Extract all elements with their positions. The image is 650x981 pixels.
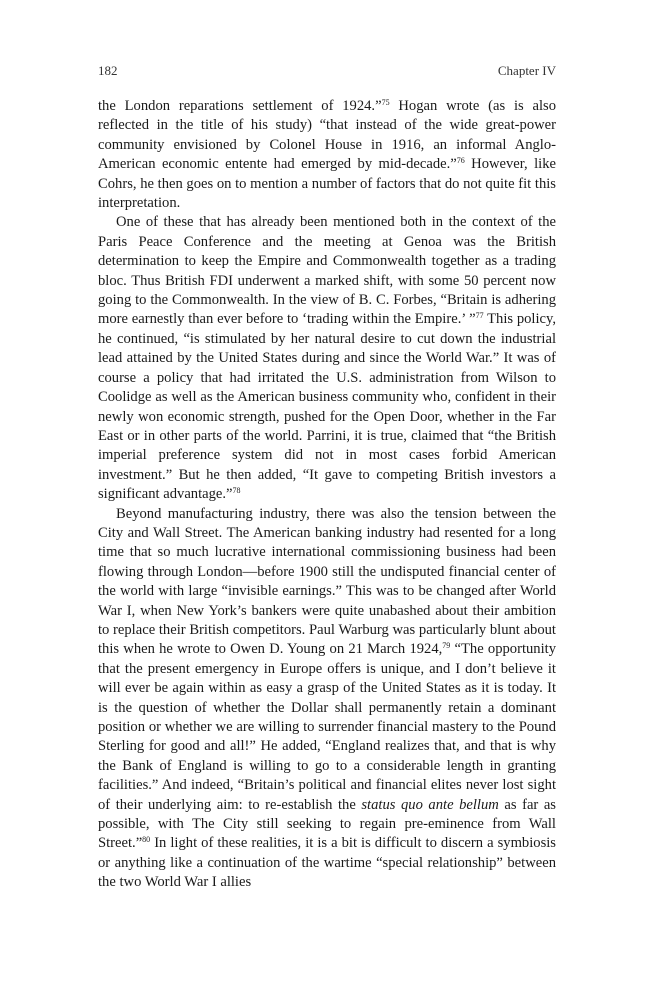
footnote-ref: 80 (142, 835, 151, 845)
text-run: the London reparations settlement of 1924.” (98, 98, 382, 114)
italic-phrase: status quo ante bellum (361, 796, 499, 813)
paragraph (98, 213, 556, 504)
footnote-ref: 79 (442, 641, 451, 651)
footnote-ref: 76 (456, 156, 465, 166)
book-page (98, 63, 556, 893)
running-head (98, 63, 556, 79)
footnote-ref: 78 (232, 486, 241, 496)
text-run: This policy, he continued, “is stimulated by her natural desire to cut down the industrial lead attained by the United States during and since the World War.” It was of course a policy that had irritated the U.S. administration from Wilson to Coolidge as well as the American business community who, confident in their newly won economic strength, pushed for the Open Door, whether in the Far East or in other parts of the world. Parrini, it is true, claimed that “the British imperial preference system did not in most cases forbid American investment.” But he then added, “It gave to competing British investors a significant advantage.” (98, 311, 557, 503)
paragraph (98, 505, 556, 893)
text-run: One of these that has already been mentioned both in the context of the Paris Peace Conference and the meeting at Genoa was the British determination to keep the Empire and Commonwealth together as a trading bloc. Thus British FDI underwent a marked shift, with some 50 percent now going to the Commonwealth. In the view of B. C. Forbes, “Britain is adhering more earnestly than ever before to ‘trading within the Empire.’ ” (98, 214, 556, 328)
text-run: as far as possible, with The City still seeking to regain pre-eminence from Wall Street.” (98, 796, 556, 852)
text-run: “The opportunity that the present emergency in Europe offers is unique, and I don’t believe it will ever be again within as easy a grasp of the United States as it is today. It is the question of whether the Dollar shall permanently retain a dominant position or whether we are willing to surrender financial mastery to the Pound Sterling for good and all!” He added, “England realizes that, and that is why the Bank of England is willing to go to a considerable length in granting facilities.” And indeed, “Britain’s political and financial elites never lost sight of their underlying aim: to re-establish the (98, 641, 556, 813)
text-run: However, like Cohrs, he then goes on to mention a number of factors that do not quite fit this interpretation. (98, 156, 557, 212)
text-run: Hogan wrote (as is also reflected in the title of his study) “that instead of the wide great-power community envisioned by Colonel House in 1916, an informal Anglo-American economic entente had emerged by mid-decade.” (98, 98, 557, 173)
text-run: Beyond manufacturing industry, there was also the tension between the City and Wall Street. The American banking industry had resented for a long time that so much lucrative international commissioning business had been flowing through London—before 1900 still the undisputed financial center of the world with large “invisible earnings.” This was to be changed after World War I, when New York’s bankers were quite unabashed about their ambition to replace their British competitors. Paul Warburg was particularly blunt about this when he wrote to Owen D. Young on 21 March 1924, (98, 505, 556, 658)
text-run: In light of these realities, it is a bit is difficult to discern a symbiosis or anything like a continuation of the wartime “special relationship” between the two World War I allies (98, 835, 556, 891)
chapter-title: Chapter IV (497, 63, 556, 78)
footnote-ref: 75 (381, 98, 390, 107)
page-number: 182 (98, 63, 118, 78)
body-text (98, 97, 556, 893)
paragraph (98, 97, 556, 213)
footnote-ref: 77 (475, 311, 484, 321)
